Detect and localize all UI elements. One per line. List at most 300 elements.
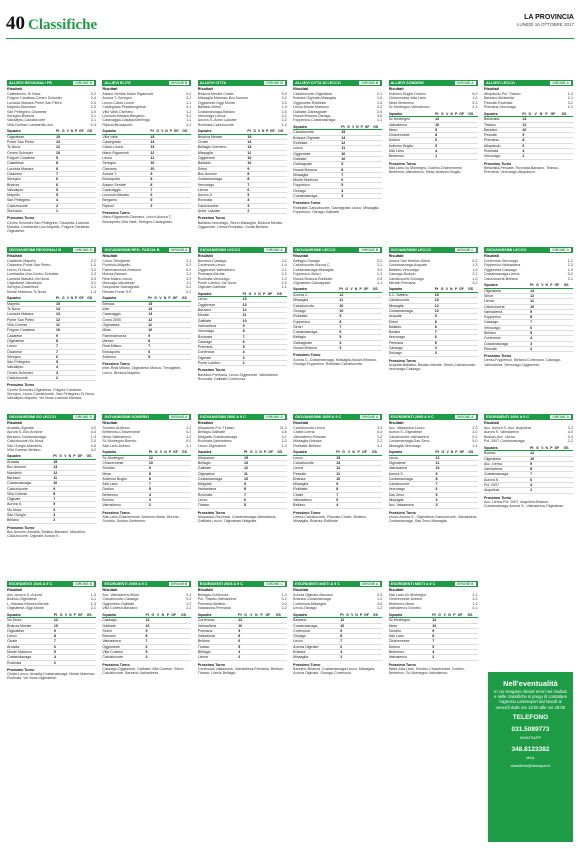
table-header-cell: G [156,129,161,134]
team-name: Brusaporto [102,177,150,182]
next-round-fixtures: Bellavista-Pescate, Rovinata-Barzanò, Tirasso-Premana, Vercurago-Altopascio. [483,165,560,175]
match-score: 1-1 [376,281,383,286]
team-name: Olginate [7,497,53,502]
team-points: 8 [149,471,155,476]
team-name: Lierna [198,655,238,660]
team-points: 9 [436,471,442,476]
team-points: 8 [247,171,253,176]
next-round-fixtures: Aurora C.-Costamasnaga, Missaglia-Nuova Brianza, Osnago-Foppenico, Robbiate-Calolziocorte. [293,357,377,366]
match-score: 1-4 [376,597,383,602]
team-name: Caravaggio [102,187,150,192]
stat-cell [372,503,382,508]
next-round-label: Prossimo Turno [7,383,35,388]
standings-block [484,414,573,581]
table-header-cell: N [356,124,359,129]
result-row [389,444,478,448]
team-points: 7 [530,472,536,477]
match-teams: Civate-Lierna [293,430,315,435]
match-teams: Missaglia-Vercurago [388,443,422,448]
team-name: Bellagio [198,460,244,465]
match-score: 0-3 [90,276,96,281]
match-teams: Aurora S. Valmadrera [483,430,519,435]
match-score: 2-2 [186,426,192,430]
table-header-cell: GF [268,450,277,455]
next-round [102,362,191,375]
table-header-cell: Squadra [389,112,436,117]
team-name: Seregno [7,177,56,182]
table-row [484,488,573,493]
match-teams: Cassago-Bosisio [388,272,416,277]
standings-table [389,450,478,509]
result-row [102,444,191,448]
team-name: Calolziocorte [7,203,56,208]
team-name: Ponte San Pietro [7,140,56,145]
team-points: 2 [530,488,536,493]
team-points: 9 [435,127,441,132]
team-name: Altopascio [198,455,244,460]
match-teams: Aurora S.-Olginatese [388,430,423,435]
team-points: 1 [435,154,441,159]
match-teams: Cisanese-Ponte San Pietro [7,263,51,268]
team-points: 11 [339,298,345,303]
team-name: Bergamo [102,198,150,203]
team-name: Lecco [7,634,54,639]
table-header-cell: Squadra [198,613,238,618]
team-name: Missaglia [389,303,435,308]
match-teams: Ponte Lambro-Vis Nova [197,281,236,286]
table-header-cell: Pt [339,287,345,292]
table-header-cell: Squadra [7,129,56,134]
match-teams: Folgore Caratese-Centro Schuster [7,96,62,101]
team-points: 13 [56,312,61,317]
stat-cell [373,346,382,351]
phone-label: TELEFONO [512,714,549,722]
next-round [389,663,478,676]
match-score: 0-3 [186,263,192,268]
results-label: Risultati [197,421,213,425]
table-header-cell: V [161,129,164,134]
team-name: Olginate [198,355,243,360]
team-points: 13 [242,302,247,307]
team-name: Calolziocorte [7,376,56,381]
team-points: 3 [145,655,151,660]
match-score: 5-0 [281,92,287,96]
team-points: 8 [150,177,156,182]
team-name: Valmadrera [389,466,436,471]
result-row [484,277,573,281]
team-name: Valmadrera [484,309,530,314]
match-teams: Lecco-Ts Nova [7,267,31,272]
table-header-cell: V [250,613,255,618]
standings-block [484,247,573,414]
results-list [484,92,573,110]
match-score: 2-0 [90,100,96,105]
table-row [293,346,382,351]
table-header-cell: GS [562,112,573,117]
team-points: 3 [341,194,347,199]
team-points: 4 [339,340,345,345]
team-points: 15 [341,130,346,135]
standings-table [102,613,191,661]
match-teams: Calolziocorte-Bellano [483,276,518,281]
team-points: 7 [432,639,438,644]
match-score: 0-0 [186,267,192,272]
team-name: Mapello [7,193,56,198]
team-name: Sondrio [389,628,433,633]
team-points: 5 [436,492,442,497]
next-round-label: Prossimo Turno [483,354,512,359]
match-teams: Acc. Aurora S.-Aurora [7,593,42,597]
block-title-bar [293,80,382,86]
team-name: Lecco [198,297,243,302]
match-teams: Vercurago-Lierna [197,114,226,119]
team-name: Garbagnate [293,340,339,345]
team-name: Premana [484,138,522,143]
team-name: Malgrate [198,482,244,487]
results-list [7,426,96,452]
results-list [7,259,96,294]
table-header-cell: P [73,612,76,617]
next-round [7,668,96,681]
team-points: 6 [530,325,536,330]
team-name: Valmadrera [293,498,336,503]
team-points: 4 [436,498,442,503]
block-title-bar [293,247,382,253]
next-round-label: Prossimo Turno [197,216,226,221]
block-title-bar [198,80,287,86]
match-score: 0-1 [472,606,478,611]
team-name: Bcc Annone [198,171,248,176]
table-header-cell: Squadra [198,450,244,455]
match-score: 1-1 [186,100,192,105]
table-header-cell: Pt [150,129,156,134]
stat-cell [268,361,277,366]
team-points: 10 [341,156,346,161]
match-score: 2-2 [376,105,383,110]
team-name: Missaglia [293,172,341,177]
team-name: San Pellegrino [7,360,56,365]
match-teams: Bosisio-Acc. Lierna [483,434,515,439]
team-points: 5 [247,193,253,198]
team-points: 6 [56,177,62,182]
team-points: 8 [522,138,528,143]
match-score: 0-3 [186,597,192,602]
team-name: Bellavista [484,117,522,122]
result-row [484,105,573,109]
table-row [198,209,287,214]
match-teams: Aurora San Martino-Sirtori [388,259,431,263]
match-score: 4-2 [90,448,96,453]
table-header-cell: P [74,296,78,301]
team-points: 13 [53,465,58,470]
team-points: 7 [336,492,342,497]
next-round-label: Prossimo Turno [102,662,130,667]
team-points: 11 [243,313,249,318]
table-header-cell: G [155,450,160,455]
table-header-cell: N [546,446,551,451]
next-round-label: Prossimo Turno [293,662,321,667]
team-points: 11 [148,323,154,328]
errata-text: in cui vengano rilevati errori nei risultati e nelle classifiche si prega di contattare l'agenzia Larioseport dal lunedì al venerdì dalle ore 10:00 alle ore 18:00 [493,688,568,710]
table-row [293,194,382,199]
team-points: 15 [247,134,252,139]
table-header-cell: G [438,613,443,618]
team-points: 3 [149,498,155,503]
match-score: 0-3 [186,430,192,435]
match-teams: Sc Morbegno-Valmalenco [388,105,430,110]
team-points: 3 [530,341,536,346]
results-list [389,92,478,110]
match-teams: Lecco-Olginatese [197,443,226,448]
match-score: 3-2 [186,114,192,119]
block-title: ALLIEVI REGIONALI FB [9,81,52,85]
standings-block [293,581,382,748]
match-score: 0-2 [567,272,573,277]
match-teams: Cortenova-Vercurago [483,259,519,263]
table-header-cell: G [346,613,351,618]
next-round [7,383,96,400]
team-points: 8 [53,491,59,496]
results-label: Risultati [483,87,499,91]
table-header-cell: N [164,296,169,301]
team-points: 13 [336,460,341,465]
next-round [7,526,96,539]
team-points: 12 [242,308,247,313]
team-points: 6 [340,644,346,649]
stat-cell [458,655,468,660]
result-row [389,281,478,285]
match-score: 1-2 [186,281,192,286]
table-row [198,503,287,508]
table-header-cell: P [169,450,173,455]
team-points: 5 [148,354,154,359]
match-score: 2-3 [376,593,383,597]
results-list [293,259,382,285]
match-teams: Premana-Vercurago [483,105,517,110]
table-header-cell: GS [564,283,573,288]
team-points: 12 [340,618,345,623]
table-header-cell: P [453,613,458,618]
result-row [198,285,287,289]
team-points: 3 [53,513,59,518]
team-name: Brusaporto [102,349,148,354]
team-points: 3 [243,355,249,360]
match-score: 0-2 [281,96,287,101]
table-row [484,346,573,351]
team-name: Civate [198,140,248,145]
stat-cell [277,361,287,366]
team-name: Ardenno Buglio [102,476,149,481]
team-points: 2 [247,209,253,214]
team-name: Vercurago [198,329,243,334]
team-points: 15 [56,134,61,139]
block-title-bar [102,247,191,253]
block-title-bar [293,414,382,420]
table-row [7,209,96,214]
team-name: Lucciola Manara [102,193,150,198]
next-round [484,162,573,175]
results-list [293,92,382,123]
next-round-label: Prossimo Turno [197,510,226,515]
block-title: ESORDIENTI 2006 A 9 C [485,415,530,419]
next-round-label: Prossimo Turno [388,161,416,166]
match-score: 3-0 [376,114,383,119]
team-points: 4 [522,149,528,154]
team-name: Cassago [198,339,243,344]
team-name: Missaglia [293,482,336,487]
team-name: Osnago [293,308,339,313]
match-score: 3-1 [186,96,192,101]
team-name: Acquate [389,314,435,319]
table-header-cell: Pt [340,613,346,618]
team-points: 5 [238,644,244,649]
team-points: 7 [247,182,253,187]
match-teams: Ballabio-Vercurago [388,267,419,272]
match-score: 1-4 [281,263,287,268]
team-points: 9 [150,171,156,176]
table-header-cell: V [534,112,539,117]
table-header-cell: Squadra [7,296,56,301]
table-header-cell: V [446,450,449,455]
table-header-cell: G [253,129,257,134]
stat-cell [468,503,477,508]
match-teams: Foppenico-Costamasnaga [293,118,336,123]
team-points: 6 [247,187,253,192]
team-name: Ts Nova [7,145,56,150]
stat-cell [373,194,382,199]
team-points: 10 [530,304,535,309]
match-teams: Chiavennese-Dubino [388,597,423,602]
team-name: Bellano [293,503,336,508]
next-round-fixtures: Mario Rigamonti-Ciserano, Lecco-Aurora T., Brusaporto-Villa Valle, Seregno-Castegnato. [102,215,173,224]
stat-cell [87,660,96,665]
team-points: 2 [243,361,249,366]
team-points: 11 [436,460,442,465]
standings-block [7,80,96,247]
whatsapp-number: 348.8123382 [511,745,550,753]
results-label: Risultati [102,421,118,425]
table-header-cell: GS [277,450,286,455]
match-teams: Valsassina-Premana [197,606,231,611]
block-title: ESORDIENTI 2005 A 9 C [199,582,243,586]
results-label: Risultati [102,87,118,91]
stat-cell [79,209,87,214]
match-score: 3-3 [281,100,287,105]
table-header-cell: GF [270,129,278,134]
block-title: GIOVANISSIMI REG. FASCIA B [104,248,160,252]
team-points: 7 [145,639,151,644]
team-name: Lierna [484,299,530,304]
match-teams: Barzanò-Costamasnaga [7,434,46,439]
match-teams: Brianza-Costamasnaga [293,597,331,602]
table-header-cell: N [355,613,360,618]
team-points: 5 [244,503,250,508]
table-header-cell: G [59,454,64,459]
table-header-cell: P [545,112,550,117]
table-header-cell: P [359,612,363,617]
team-name: Mese [102,471,149,476]
standings-table [102,129,191,209]
team-name: Osnago [293,634,340,639]
table-header-cell: Pt [530,446,536,451]
table-header-cell: Pt [238,613,244,618]
team-points: 2 [53,518,59,523]
team-points: 10 [247,156,252,161]
team-name: Villa Cortese [7,323,56,328]
result-row [484,439,573,443]
results-list [293,593,382,611]
results-label: Risultati [7,254,22,258]
team-name: San Zeno [389,492,436,497]
results-label: Risultati [483,254,499,258]
match-score: 4-0 [567,430,573,435]
group-badge: GIRONE A [361,582,379,586]
team-points: 9 [145,628,151,633]
match-score: 2-3 [472,426,478,430]
match-score: 3-2 [186,434,192,439]
next-round-fixtures: Inter-Real Milano, Olginatese-Monza, Trevigliese-Lecco, Brescia-Mapello. [102,366,182,375]
table-header-cell: GS [87,454,96,459]
standings-block [293,247,382,414]
match-score: 0-3 [567,434,573,439]
team-points: 6 [435,335,441,340]
stat-cell [459,154,468,159]
results-label: Risultati [293,421,309,425]
table-header-cell: Squadra [484,112,522,117]
block-title-bar [389,581,478,587]
team-points: 9 [336,482,342,487]
match-score: 0-0 [186,439,192,444]
match-score: 0-5 [90,430,96,435]
team-points: 10 [432,623,437,628]
team-points: 12 [53,618,58,623]
next-round [484,354,573,367]
team-name: Vercurago [198,182,248,187]
standings-block [389,247,478,414]
team-name: Valcalepio [7,365,56,370]
results-label: Risultati [483,421,499,425]
team-points: 12 [56,145,61,150]
table-header-cell: GS [87,129,96,134]
team-name: Olginatese [7,628,54,633]
team-points: 2 [149,503,155,508]
team-points: 4 [432,650,438,655]
table-header-cell: G [60,613,65,618]
team-points: 7 [243,334,249,339]
stat-cell [564,346,573,351]
team-name: Mapello [7,301,56,306]
team-points: 3 [247,203,253,208]
match-teams: Calolziocorte-Aurora C. [293,263,331,268]
group-badge: GIRONE A [170,248,188,252]
match-teams: Villa Valle-Ciserano [102,109,134,114]
match-teams: Olginatese-Garbagnate [293,281,331,286]
team-name: Cortenova [198,618,238,623]
block-title: GIOVANISSIMI LECCO [390,248,431,252]
block-title: ALLIEVI LECCO [485,81,515,85]
team-points: 13 [247,145,252,150]
table-header-cell: Pt [244,450,250,455]
table-header-cell: Squadra [484,446,530,451]
team-points: 4 [530,336,536,341]
team-points: 12 [435,455,440,460]
block-title-bar [7,80,96,86]
group-badge: GIRONE C [266,582,283,586]
match-score: 2-0 [281,109,287,114]
team-name: Galbiate [102,623,145,628]
team-name: Alta Lario [389,634,433,639]
results-label: Risultati [293,588,309,592]
